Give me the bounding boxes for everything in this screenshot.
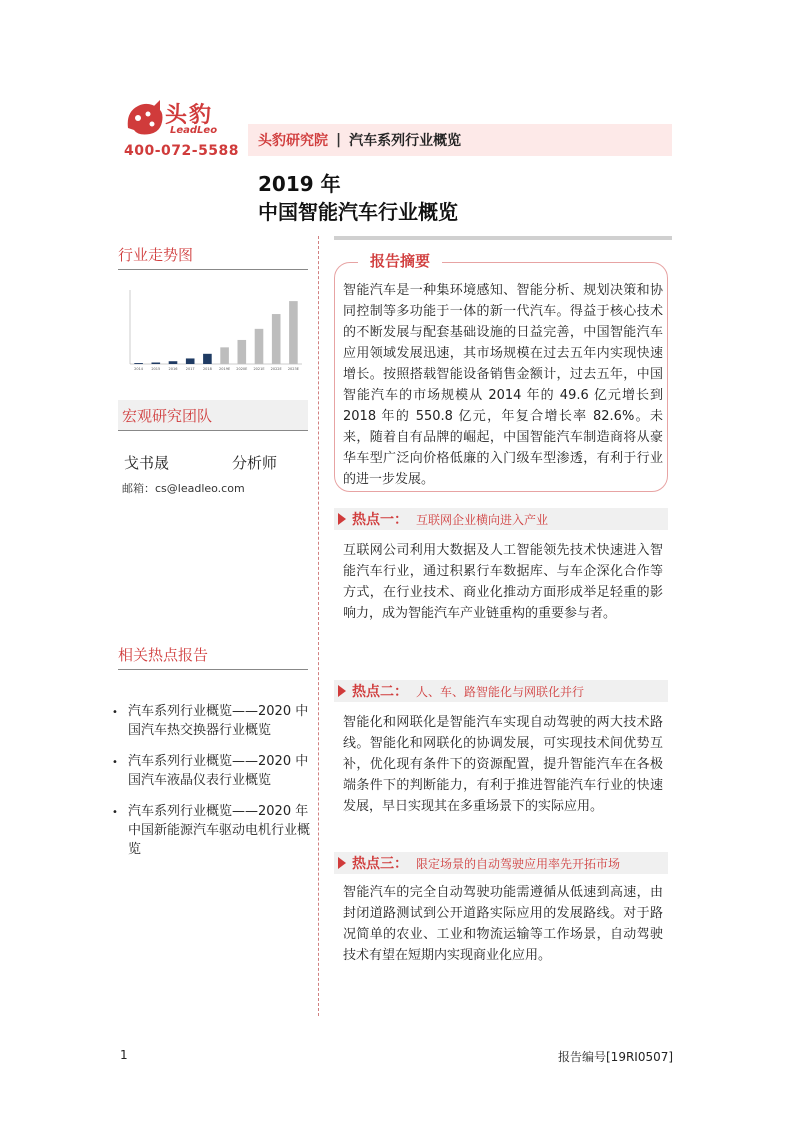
chart-x-tick-label: 2016 xyxy=(168,367,178,371)
logo-subtitle: LeadLeo xyxy=(170,125,218,136)
chart-bar xyxy=(169,361,178,364)
summary-tag: 报告摘要 xyxy=(358,250,442,271)
title-year: 2019 年 xyxy=(258,172,341,196)
report-code: 报告编号[19RI0507] xyxy=(558,1050,674,1064)
chart-bar xyxy=(255,329,264,364)
header-separator: | xyxy=(336,132,342,148)
triangle-marker-icon xyxy=(338,857,346,869)
chart-x-tick-label: 2015 xyxy=(151,367,161,371)
triangle-marker-icon xyxy=(338,513,346,525)
summary-text: 智能汽车是一种集环境感知、智能分析、规划决策和协同控制等多功能于一体的新一代汽车。得益于核心技术的不断发展与配套基础设施的日益完善，中国智能汽车应用领域发展迅速，其市场规模在过去五年内实现快速增长。按照搭载智能设备销售金额计，过去五年，中国智能汽车的市场规模从 2014 年的 49.6 亿元增长到 2018 年的 550.8 亿元，年复合增长率 82.6%。未来，随着自有品牌的崛起，中国智能汽车制造商将从豪华车型广泛向价格低廉的入门级车型渗透，有利于行业的进一步发展。 xyxy=(343,283,663,487)
trend-chart xyxy=(118,284,308,374)
related-report-item[interactable] xyxy=(112,752,312,790)
bullet-icon: • xyxy=(112,757,118,768)
hotspot-text: 智能汽车的完全自动驾驶功能需遵循从低速到高速，由封闭道路测试到公开道路实际应用的发展路线。对于路况简单的农业、工业和物流运输等工作场景，自动驾驶技术有望在短期内实现商业化应用。 xyxy=(343,885,663,963)
chart-bar xyxy=(186,358,195,364)
hotspot-subtitle: 人、车、路智能化与网联化并行 xyxy=(416,684,585,699)
team-divider xyxy=(118,430,308,431)
hotspot-subtitle: 互联网企业横向进入产业 xyxy=(416,512,549,527)
analyst-role: 分析师 xyxy=(232,454,278,472)
team-heading: 宏观研究团队 xyxy=(118,400,308,430)
hotspot-bar-3 xyxy=(334,852,668,874)
chart-x-tick-label: 2023E xyxy=(287,367,299,371)
chart-x-tick-label: 2014 xyxy=(134,367,144,371)
related-report-item[interactable] xyxy=(112,802,312,859)
chart-bar xyxy=(220,347,229,364)
logo-text: 头豹 xyxy=(165,103,214,128)
hotspot-title: 热点一： xyxy=(352,512,408,528)
analyst-name: 戈书晟 xyxy=(124,454,170,472)
chart-bar xyxy=(203,354,212,364)
related-report-item[interactable] xyxy=(112,702,312,740)
page-number: 1 xyxy=(120,1048,128,1062)
chart-bar xyxy=(152,363,161,364)
analyst-email[interactable]: 邮箱：cs@leadleo.com xyxy=(122,482,245,495)
related-reports-list xyxy=(112,702,312,871)
chart-bar xyxy=(238,340,247,364)
hotspot-bar-2 xyxy=(334,680,668,702)
chart-bar xyxy=(134,363,143,364)
hotspot-text: 互联网公司利用大数据及人工智能领先技术快速进入智能汽车行业，通过积累行车数据库、与车企深化合作等方式，在行业技术、商业化推动方面形成举足轻重的影响力，成为智能汽车产业链重构的重要参与者。 xyxy=(343,543,663,621)
hotspot-bar-1 xyxy=(334,508,668,530)
bullet-icon: • xyxy=(112,707,118,718)
bullet-icon: • xyxy=(112,807,118,818)
chart-x-tick-label: 2021E xyxy=(253,367,265,371)
phone-number: 400-072-5588 xyxy=(124,143,240,159)
triangle-marker-icon xyxy=(338,685,346,697)
related-report-title: 汽车系列行业概览——2020 年中国新能源汽车驱动电机行业概览 xyxy=(128,804,311,857)
hotspot-title: 热点二： xyxy=(352,684,408,700)
column-divider xyxy=(318,236,319,1016)
chart-x-tick-label: 2018 xyxy=(202,367,212,371)
series-name: 汽车系列行业概览 xyxy=(349,133,462,149)
page-title: 中国智能汽车行业概览 xyxy=(258,200,458,224)
chart-bar xyxy=(272,314,281,364)
chart-x-tick-label: 2017 xyxy=(185,367,195,371)
hotspot-subtitle: 限定场景的自动驾驶应用率先开拓市场 xyxy=(416,856,621,871)
chart-x-tick-label: 2019E xyxy=(219,367,231,371)
hotspot-text: 智能化和网联化是智能汽车实现自动驾驶的两大技术路线。智能化和网联化的协调发展，可实现技术间优势互补，优化现有条件下的资源配置，提升智能汽车在各极端条件下的判断能力，有利于推进智能汽车行业的快速发展，早日实现其在多重场景下的实际应用。 xyxy=(343,715,663,814)
top-rule xyxy=(334,236,672,240)
header-bar xyxy=(248,124,672,156)
chart-x-tick-label: 2020E xyxy=(236,367,248,371)
brand-name: 头豹研究院 xyxy=(258,133,328,149)
related-heading: 相关热点报告 xyxy=(118,640,308,670)
trend-heading: 行业走势图 xyxy=(118,240,308,270)
hotspot-title: 热点三： xyxy=(352,856,408,872)
related-report-title: 汽车系列行业概览——2020 中国汽车液晶仪表行业概览 xyxy=(128,754,309,788)
chart-bar xyxy=(289,301,298,364)
related-report-title: 汽车系列行业概览——2020 中国汽车热交换器行业概览 xyxy=(128,704,309,738)
chart-x-tick-label: 2022E xyxy=(270,367,282,371)
